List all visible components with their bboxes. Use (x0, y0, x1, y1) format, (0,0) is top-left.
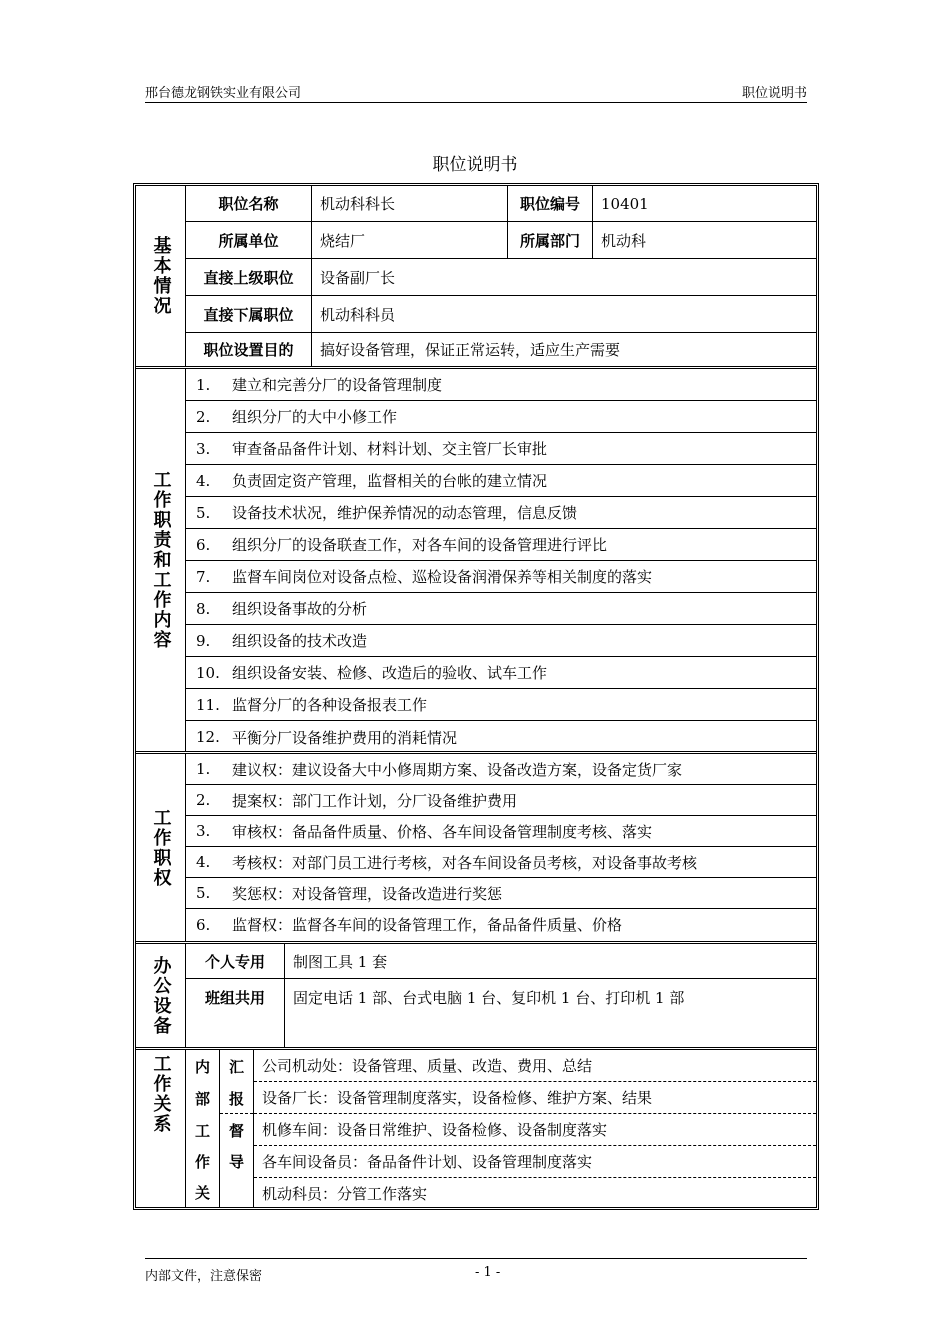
list-item (186, 593, 816, 625)
section-label-relations: 工作关系 (136, 1050, 186, 1207)
item-number: 12. (196, 728, 220, 746)
list-item (186, 721, 816, 753)
list-item (186, 401, 816, 433)
item-text: 建立和完善分厂的设备管理制度 (232, 376, 443, 394)
item-number: 5. (196, 884, 211, 902)
label-unit: 所属单位 (218, 231, 279, 250)
relation-line: 设备厂长：设备管理制度落实，设备检修、维护方案、结果 (254, 1082, 816, 1114)
row-unit (186, 222, 816, 259)
item-number: 10. (196, 663, 220, 682)
item-number: 2. (196, 791, 211, 809)
item-text: 监督权：监督各车间的设备管理工作，备品备件质量、价格 (232, 916, 623, 934)
list-item (186, 561, 816, 593)
row-personal-equipment (186, 944, 816, 979)
item-text: 组织设备安装、检修、改造后的验收、试车工作 (232, 664, 548, 682)
item-text: 监督分厂的各种设备报表工作 (232, 696, 428, 714)
item-number: 4. (196, 471, 211, 490)
section-label-authority: 工作职权 (136, 754, 186, 941)
item-text: 平衡分厂设备维护费用的消耗情况 (232, 728, 458, 747)
value-purpose: 搞好设备管理，保证正常运转，适应生产需要 (311, 333, 816, 366)
doc-type: 职位说明书 (741, 86, 807, 101)
job-description-table (133, 183, 819, 1210)
label-subordinate: 直接下属职位 (203, 305, 294, 324)
list-item (186, 657, 816, 689)
value-unit: 烧结厂 (311, 222, 507, 258)
value-shared: 固定电话 1 部、台式电脑 1 台、复印机 1 台、打印机 1 部 (284, 979, 816, 1047)
list-item (186, 847, 816, 878)
value-subordinate: 机动科科员 (311, 296, 816, 332)
relations-list (254, 1050, 816, 1207)
item-number: 5. (196, 503, 211, 522)
item-text: 审核权：备品备件质量、价格、各车间设备管理制度考核、落实 (232, 822, 653, 841)
section-label-duties: 工作职责和工作内容 (136, 369, 186, 751)
list-item (186, 754, 816, 785)
item-text: 设备技术状况，维护保养情况的动态管理，信息反馈 (232, 504, 578, 522)
row-job-name (186, 186, 816, 222)
list-item (186, 785, 816, 816)
section-authority (136, 754, 816, 944)
label-job-code: 职位编号 (507, 186, 592, 221)
row-shared-equipment (186, 979, 816, 1047)
item-number: 11. (196, 695, 220, 714)
section-label-equipment: 办公设备 (136, 944, 186, 1047)
page-header (145, 80, 807, 103)
list-item (186, 816, 816, 847)
label-shared: 班组共用 (204, 989, 265, 1007)
list-item (186, 497, 816, 529)
item-number: 3. (196, 822, 211, 840)
page-number: - 1 - (475, 1265, 501, 1280)
list-item (186, 909, 816, 940)
list-item (186, 878, 816, 909)
relation-line: 公司机动处：设备管理、质量、改造、费用、总结 (254, 1050, 816, 1082)
item-number: 1. (196, 375, 211, 394)
item-number: 1. (196, 760, 211, 778)
list-item (186, 689, 816, 721)
page-footer (145, 1258, 807, 1283)
item-number: 8. (196, 599, 211, 618)
row-subordinate (186, 296, 816, 333)
list-item (186, 625, 816, 657)
row-superior (186, 259, 816, 296)
item-text: 建议权：建议设备大中小修周期方案、设备改造方案，设备定货厂家 (232, 760, 683, 779)
value-job-name: 机动科科长 (311, 186, 507, 221)
label-personal: 个人专用 (204, 952, 265, 971)
relation-line: 各车间设备员：备品备件计划、设备管理制度落实 (254, 1146, 816, 1178)
item-text: 组织设备的技术改造 (232, 632, 368, 650)
list-item (186, 465, 816, 497)
value-dept: 机动科 (592, 222, 816, 258)
item-text: 奖惩权：对设备管理，设备改造进行奖惩 (232, 884, 503, 903)
item-text: 负责固定资产管理，监督相关的台帐的建立情况 (232, 472, 548, 490)
label-superior: 直接上级职位 (203, 268, 294, 287)
item-text: 组织分厂的设备联查工作，对各车间的设备管理进行评比 (232, 536, 608, 554)
value-job-code: 10401 (592, 186, 816, 221)
page-title: 职位说明书 (432, 155, 518, 175)
section-equipment (136, 944, 816, 1050)
report-supervise-column: 汇 报 督 导 (220, 1050, 254, 1207)
list-item (186, 433, 816, 465)
label-job-name: 职位名称 (218, 195, 279, 213)
footer-note: 内部文件，注意保密 (145, 1269, 263, 1284)
item-text: 监督车间岗位对设备点检、巡检设备润滑保养等相关制度的落实 (232, 568, 653, 586)
item-text: 组织设备事故的分析 (232, 600, 368, 618)
item-text: 审查备品备件计划、材料计划、交主管厂长审批 (232, 440, 548, 458)
internal-work-column: 内 部 工 作 关 (186, 1050, 220, 1207)
company-name: 邢台德龙钢铁实业有限公司 (145, 86, 302, 101)
label-dept: 所属部门 (507, 222, 592, 258)
item-number: 6. (196, 915, 211, 934)
section-duties (136, 369, 816, 754)
item-text: 提案权：部门工作计划，分厂设备维护费用 (232, 791, 518, 810)
label-purpose: 职位设置目的 (203, 341, 294, 359)
item-number: 9. (196, 631, 211, 650)
value-personal: 制图工具 1 套 (284, 944, 816, 978)
item-number: 7. (196, 567, 211, 586)
value-superior: 设备副厂长 (311, 259, 816, 295)
relation-line: 机动科员：分管工作落实 (254, 1178, 816, 1210)
list-item (186, 369, 816, 401)
section-label-basic: 基本情况 (136, 186, 186, 366)
row-purpose (186, 333, 816, 366)
item-number: 4. (196, 853, 211, 871)
section-relations (136, 1050, 816, 1207)
item-number: 2. (196, 407, 211, 426)
item-number: 3. (196, 439, 211, 458)
item-text: 组织分厂的大中小修工作 (232, 408, 398, 426)
item-number: 6. (196, 535, 211, 554)
section-basic (136, 186, 816, 369)
relation-line: 机修车间：设备日常维护、设备检修、设备制度落实 (254, 1114, 816, 1146)
list-item (186, 529, 816, 561)
item-text: 考核权：对部门员工进行考核，对各车间设备员考核，对设备事故考核 (232, 853, 698, 872)
